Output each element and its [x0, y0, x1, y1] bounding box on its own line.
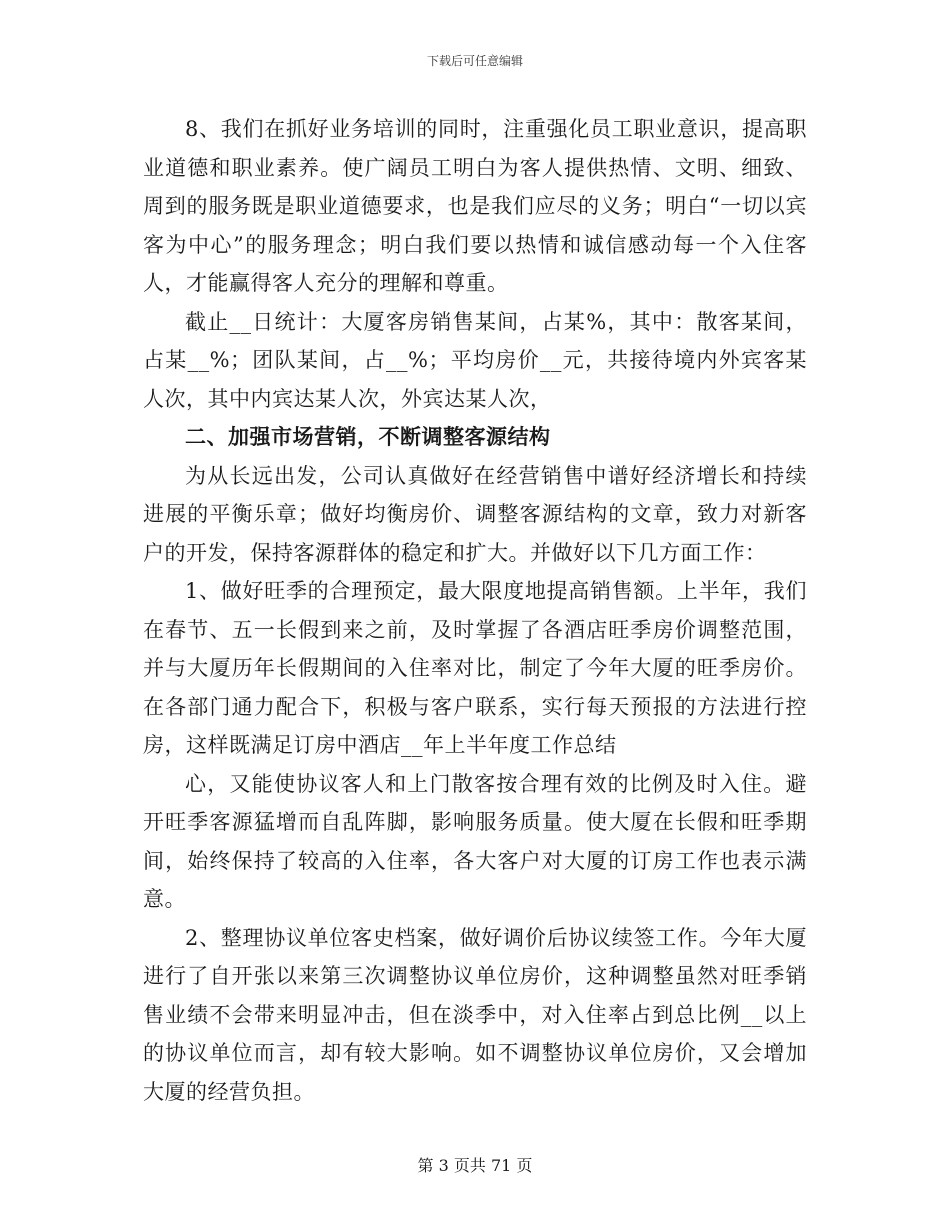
- section-heading-marketing: 二、加强市场营销，不断调整客源结构: [185, 424, 551, 449]
- document-body: [143, 110, 807, 1111]
- paragraph-peak-season-cont: 心，又能使协议客人和上门散客按合理有效的比例及时入住。避开旺季客源猛增而自乱阵脚，影响服务质量。使大厦在长假和旺季期间，始终保持了较高的入住率，各大客户对大厦的订房工作也表示满意。: [143, 771, 807, 911]
- page-number: 第 3 页共 71 页: [417, 1156, 533, 1175]
- paragraph-marketing-intro: 为从长远出发，公司认真做好在经营销售中谱好经济增长和持续进展的平衡乐章；做好均衡房价、调整客源结构的文章，致力对新客户的开发，保持客源群体的稳定和扩大。并做好以下几方面工作：: [143, 463, 807, 565]
- page-header-note: 下载后可任意编辑: [426, 54, 523, 68]
- paragraph-agreement-units: 2、整理协议单位客史档案，做好调价后协议续签工作。今年大厦进行了自开张以来第三次调整协议单位房价，这种调整虽然对旺季销售业绩不会带来明显冲击，但在淡季中，对入住率占到总比例__以上的协议单位而言，却有较大影响。如不调整协议单位房价，又会增加大厦的经营负担。: [143, 925, 807, 1104]
- paragraph-staff-ethics: 8、我们在抓好业务培训的同时，注重强化员工职业意识，提高职业道德和职业素养。使广阔员工明白为客人提供热情、文明、细致、周到的服务既是职业道德要求，也是我们应尽的义务；明白“一切以宾客为中心”的服务理念；明白我们要以热情和诚信感动每一个入住客人，才能赢得客人充分的理解和尊重。: [143, 117, 807, 295]
- paragraph-statistics: 截止__日统计：大厦客房销售某间，占某%，其中：散客某间，占某__%；团队某间，占__%；平均房价__元，共接待境内外宾客某人次，其中内宾达某人次，外宾达某人次，: [143, 309, 807, 411]
- paragraph-peak-season: 1、做好旺季的合理预定，最大限度地提高销售额。上半年，我们在春节、五一长假到来之前，及时掌握了各酒店旺季房价调整范围，并与大厦历年长假期间的入住率对比，制定了今年大厦的旺季房价。在各部门通力配合下，积极与客户联系，实行每天预报的方法进行控房，这样既满足订房中酒店__年上半年度工作总结: [143, 579, 807, 757]
